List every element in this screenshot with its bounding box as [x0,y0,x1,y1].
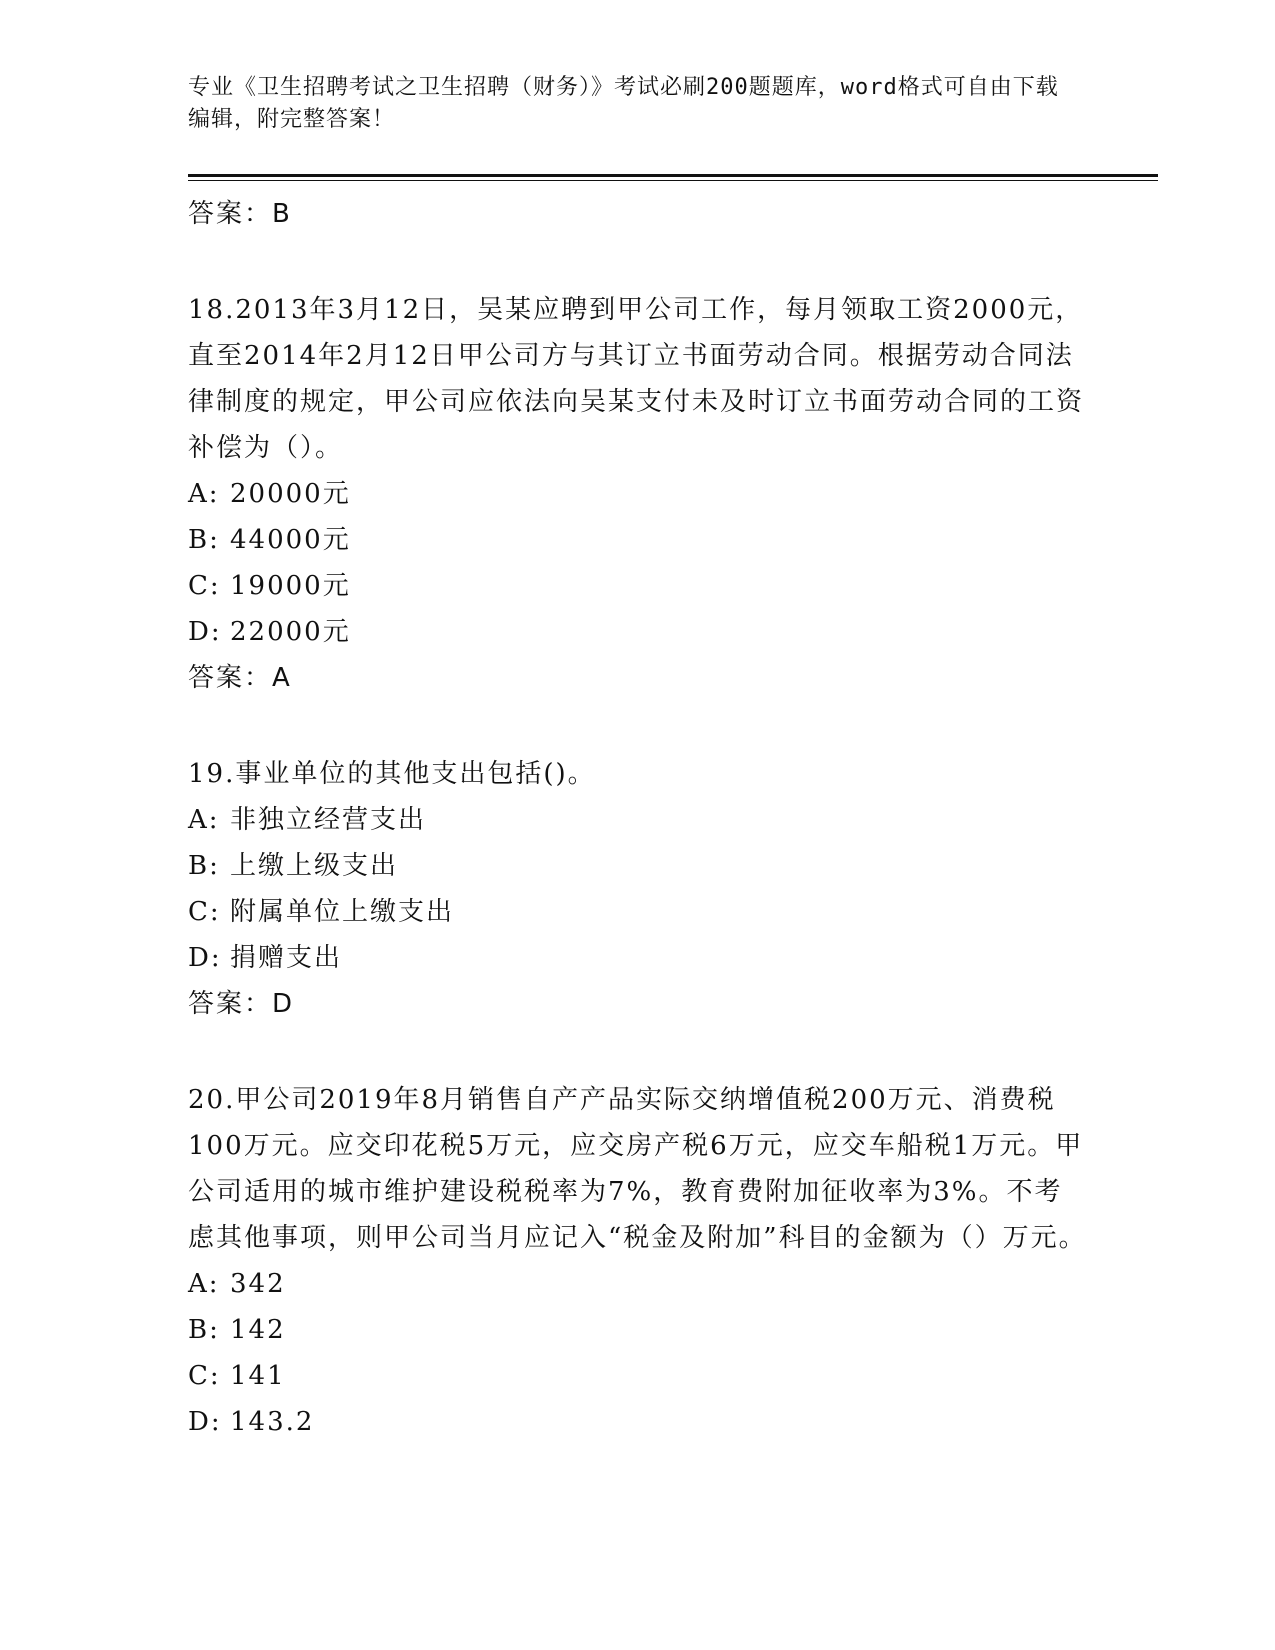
question-stem: 20.甲公司2019年8月销售自产产品实际交纳增值税200万元、消费税100万元。应交印花税5万元，应交房产税6万元，应交车船税1万元。甲公司适用的城市维护建设税税率为7%，教育费附加征收率为3%。不考虑其他事项，则甲公司当月应记入“税金及附加”科目的金额为（）万元。 [188,1085,1087,1253]
option-letter: A: [188,1269,220,1299]
question-answer: 答案：A [188,663,292,693]
option-d [188,935,1188,981]
option-b [188,1307,1188,1353]
option-letter: B: [188,525,220,555]
option-letter: C: [188,571,221,601]
option-text: 143.2 [230,1407,315,1437]
option-c [188,889,1188,935]
option-letter: A: [188,479,220,509]
option-c [188,563,1188,609]
question-19 [188,751,1188,1027]
option-text: 19000元 [230,571,351,601]
option-letter: D: [188,1407,222,1437]
option-d [188,609,1188,655]
option-letter: D: [188,943,222,973]
previous-answer: 答案：B [188,199,292,229]
option-text: 141 [230,1361,286,1391]
option-letter: B: [188,1315,220,1345]
option-text: 上缴上级支出 [230,851,399,881]
option-a [188,1261,1188,1307]
option-text: 附属单位上缴支出 [230,897,455,927]
option-text: 342 [230,1269,286,1299]
option-b [188,517,1188,563]
question-answer: 答案：D [188,989,295,1019]
header-divider-thick [188,174,1158,177]
option-text: 非独立经营支出 [230,805,427,835]
option-text: 22000元 [230,617,351,647]
option-text: 20000元 [230,479,351,509]
question-18 [188,287,1188,701]
option-letter: B: [188,851,220,881]
option-a [188,797,1188,843]
option-text: 44000元 [230,525,351,555]
header-divider-thin [188,180,1158,181]
option-letter: C: [188,897,221,927]
option-letter: D: [188,617,222,647]
question-stem: 19.事业单位的其他支出包括()。 [188,759,596,789]
option-a [188,471,1188,517]
option-text: 142 [230,1315,286,1345]
question-stem: 18.2013年3月12日，吴某应聘到甲公司工作，每月领取工资2000元，直至2014年2月12日甲公司方与其订立书面劳动合同。根据劳动合同法律制度的规定，甲公司应依法向吴某支付未及时订立书面劳动合同的工资补偿为（）。 [188,295,1085,463]
option-letter: A: [188,805,220,835]
question-20 [188,1077,1188,1445]
document-page [188,72,1188,1445]
option-b [188,843,1188,889]
option-letter: C: [188,1361,221,1391]
option-d [188,1399,1188,1445]
option-c [188,1353,1188,1399]
document-header: 专业《卫生招聘考试之卫生招聘（财务）》考试必刷200题题库，word格式可自由下载编辑，附完整答案！ [188,75,1059,132]
option-text: 捐赠支出 [230,943,343,973]
